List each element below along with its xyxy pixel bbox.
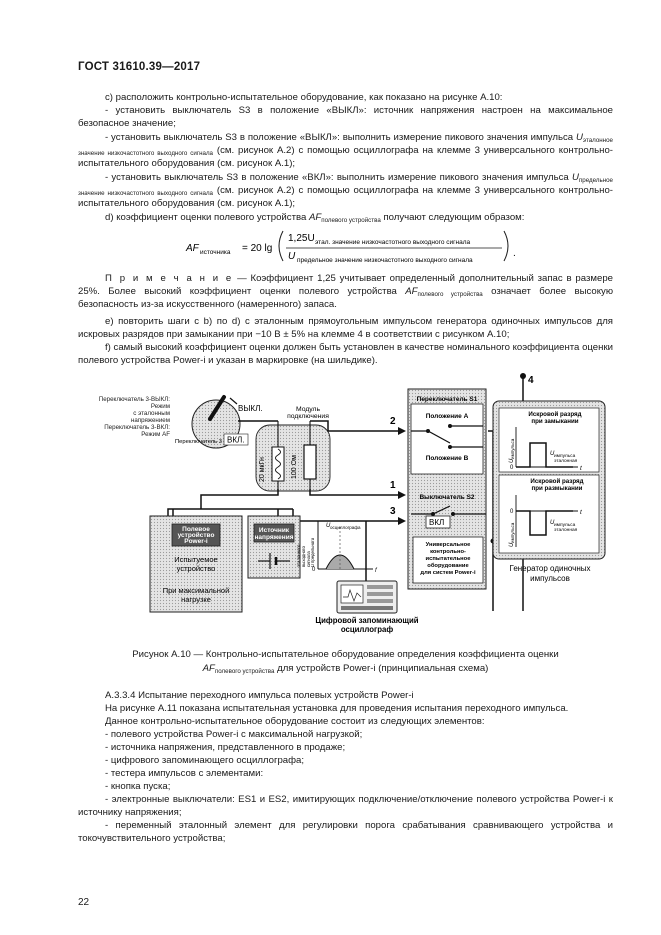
open-label-u: U <box>550 520 555 526</box>
arrow-terminal-1 <box>398 491 406 499</box>
switch3-note-line4: напряжением <box>130 417 170 424</box>
terminal-4: 4 <box>528 375 534 386</box>
note: П р и м е ч а н и е — Коэффициент 1,25 учитывает определенный дополнительный запас в размере 25%. Более высокий коэффициент оценки полевого устройства $AF_{полевого устройства}$ означает более высокую безопасность из-за искусственного (намеренного) запаса. <box>78 273 614 311</box>
voltage-source-line1: Источник <box>258 527 290 534</box>
field-device-line3: Power-i <box>184 538 208 545</box>
switch3-label: Переключатель 3 <box>175 439 223 445</box>
scope-pulse <box>326 555 354 569</box>
oscilloscope-base <box>341 606 393 610</box>
universal-line4: оборудование <box>427 563 469 569</box>
universal-line5: для систем Power-i <box>420 570 476 576</box>
universal-line1: Универсальное <box>425 542 471 548</box>
oscilloscope-buttons-row1 <box>367 585 393 589</box>
close-u: U <box>509 458 515 463</box>
terminal-1: 1 <box>390 480 396 491</box>
scope-zero: 0 <box>312 567 316 573</box>
open-label-sub1: импульса <box>554 523 576 528</box>
s1-b-contact <box>448 445 452 449</box>
wire-terminal-1 <box>310 489 398 495</box>
terminal-4-node <box>520 373 526 379</box>
spark-open-2: при размыкании <box>531 485 583 492</box>
paragraph-e: e) повторить шаги с b) по d) с эталонным прямоугольным импульсом генератора одиночных импульсов для искровых разрядов при замыкании при −10 В ± 5% на клемме 4 в соответствии с рисунком А.10; <box>78 316 613 341</box>
formula-tail: . <box>513 248 516 259</box>
dut-line2: устройство <box>176 564 216 573</box>
inductor <box>272 447 284 481</box>
s1-a-contact <box>448 424 452 428</box>
terminal-3: 3 <box>390 506 396 517</box>
inductor-label: 20 мкГн <box>259 457 266 482</box>
oscilloscope-icon <box>337 581 397 613</box>
paragraph-c3: - установить выключатель S3 в положение «ВКЛ»: выполнить измерение пикового значения импульса $U_{предельное значение низкочастотного выходного сигнала}$ (см. рисунок А.2) с помощью осциллографа на клемме 3 универсального контрольно-испытательного оборудования (см. рисунок А.1); <box>78 172 613 210</box>
oscilloscope-label-2: осциллограф <box>340 625 394 634</box>
scope-axis-l4: сигнала <box>306 551 311 567</box>
paragraph-c: c) расположить контрольно-испытательное оборудование, как показано на рисунке А.10: <box>105 92 503 103</box>
scope-t: f <box>375 568 377 574</box>
open-u: U <box>509 542 515 547</box>
switch-s2-label: Выключатель S2 <box>419 494 475 501</box>
paragraph-d: d) коэффициент оценки полевого устройства $AF_{полевого устройства}$ получают следующим образом: <box>105 212 525 224</box>
resistor-label: 100 Ом <box>291 455 298 479</box>
paragraph-f: f) самый высокий коэффициент оценки должен быть установлен в качестве номинального коэффициента оценки полевого устройства Power-i и указан в маркировке (на шильдике). <box>78 342 613 367</box>
list-item-5: - кнопка пуска; <box>105 781 171 792</box>
scope-peak-u: U <box>326 523 331 529</box>
position-a: Положение А <box>425 413 469 420</box>
wire-terminal-3 <box>288 516 398 521</box>
scope-axis-u: U <box>310 563 315 567</box>
switch3-note-line3: с эталонным <box>133 410 170 417</box>
close-zero: 0 <box>510 465 514 471</box>
oscilloscope-buttons-row3 <box>367 599 393 603</box>
switch3-off-tick <box>230 398 237 404</box>
spark-close-2: при замыкании <box>531 418 579 425</box>
figure-a10-schematic <box>78 371 613 639</box>
generator-label-1: Генератор одиночных <box>509 564 591 573</box>
switch3-note-line1: Переключатель 3-ВЫКЛ: <box>98 396 170 403</box>
arrow-terminal-2 <box>398 427 406 435</box>
wire-module-to-device <box>201 489 278 509</box>
scope-peak-sub: осциллографа <box>330 525 361 530</box>
module-label-1: Модуль <box>295 406 321 413</box>
formula-eq: = 20 lg <box>242 243 273 254</box>
open-u-sub: импульса <box>510 522 515 543</box>
page-number: 22 <box>78 897 90 908</box>
scope-axis-l3: выходного <box>301 546 306 567</box>
formula-lhs: AF <box>186 243 199 254</box>
switch3-note-line6: Режим AF <box>141 431 170 438</box>
wire-common <box>168 509 293 516</box>
formula-num-sub: этал. значение низкочастотного выходного сигнала <box>315 239 471 246</box>
list-item-6: - электронные выключатели: ES1 и ES2, имитирующих подключение/отключение полевого устройства Power-i к источнику напряжения; <box>78 794 613 819</box>
formula-paren-left <box>279 231 283 261</box>
list-item-4: - тестера импульсов с элементами: <box>105 768 264 779</box>
open-t: t <box>580 509 582 516</box>
max-load-line2: нагрузке <box>181 595 211 604</box>
list-item-2: - источника напряжения, представленного в продаже; <box>105 742 346 753</box>
switch3-on-label: ВКЛ. <box>227 435 245 445</box>
position-b: Положение В <box>425 455 469 462</box>
formula-lhs-sub: источника <box>200 249 231 256</box>
universal-line3: испытательное <box>425 556 471 562</box>
close-label-u: U <box>550 451 555 457</box>
switch3-note-line5: Переключатель 3-ВКЛ: <box>104 424 170 431</box>
oscilloscope-label-1: Цифровой запоминающий <box>315 616 419 625</box>
module-label-2: подключения <box>287 413 329 420</box>
terminal-2: 2 <box>390 416 396 427</box>
open-zero: 0 <box>510 509 514 515</box>
list-item-1: - полевого устройства Power-i с максимальной нагрузкой; <box>105 729 363 740</box>
s2-pivot <box>431 512 435 516</box>
formula-paren-right <box>504 231 508 261</box>
formula-den-u: U <box>288 251 296 262</box>
figure-caption-line1: Рисунок А.10 — Контрольно-испытательное оборудование определения коэффициента оценки <box>132 649 559 660</box>
scope-axis-l2: эталонного <box>296 544 301 567</box>
list-item-3: - цифрового запоминающего осциллографа; <box>105 755 305 766</box>
close-t: t <box>580 465 582 472</box>
spark-close-1: Искровой разряд <box>528 411 582 418</box>
paragraph-c2: - установить выключатель S3 в положение «ВЫКЛ»: выполнить измерение пикового значения импульса $U_{эталонное значение низкочастотного выходного сигнала}$ (см. рисунок А.2) с помощью осциллографа на клемме 3 универсального контрольно-испытательного оборудования (см. рисунок А.1); <box>78 132 613 170</box>
open-label-sub2: эталонная <box>554 528 578 533</box>
arrow-terminal-3 <box>398 517 406 525</box>
switch-s1-label: Переключатель S1 <box>416 396 478 403</box>
field-device-line2: устройство <box>177 532 215 539</box>
close-label-sub1: импульса <box>554 454 576 459</box>
paragraph-c1: - установить выключатель S3 в положение «ВЫКЛ»: источник напряжения настроен на максимальное безопасное значение; <box>78 105 613 130</box>
universal-line2: контрольно- <box>430 549 466 555</box>
close-label-sub2: эталонная <box>554 459 578 464</box>
close-u-sub: импульса <box>510 438 515 459</box>
formula-af <box>180 226 520 266</box>
section-heading: А.3.3.4 Испытание переходного импульса полевых устройств Power-i <box>105 690 414 701</box>
document-header: ГОСТ 31610.39—2017 <box>78 61 201 73</box>
resistor <box>304 445 316 479</box>
s2-on-label: ВКЛ <box>429 518 445 527</box>
figure-caption-line2: $AF_{полевого устройства}$ для устройств Power-i (принципиальная схема) <box>202 663 489 675</box>
spark-open-1: Искровой разряд <box>530 478 584 485</box>
s2-contact <box>451 512 455 516</box>
oscilloscope-buttons-row2 <box>367 592 393 596</box>
formula-num-k: 1,25U <box>288 233 315 244</box>
section-p1: На рисунке А.11 показана испытательная установка для проведения испытания переходного импульса. <box>105 703 569 714</box>
generator-label-2: импульсов <box>530 574 570 583</box>
field-device-line1: Полевое <box>182 526 210 533</box>
voltage-source-line2: напряжения <box>254 534 294 541</box>
scope-axis-l1: предельного <box>310 537 315 563</box>
list-item-7: - переменный эталонный элемент для регулировки порога срабатывания сравнивающего устройства и токочувствительного устройства; <box>78 820 613 845</box>
switch3-off-label: ВЫКЛ. <box>238 404 263 413</box>
switch3-note-line2: Режим <box>150 403 170 410</box>
oscilloscope-screen <box>341 585 363 603</box>
wire-generator <box>488 431 493 611</box>
dut-line1: Испытуемое <box>174 555 218 564</box>
formula-den-sub: предельное значение низкочастотного выходного сигнала <box>297 257 473 264</box>
section-p2: Данное контрольно-испытательное оборудование состоит из следующих элементов: <box>105 716 485 727</box>
max-load-line1: При максимальной <box>162 586 230 595</box>
s1-pivot <box>426 429 430 433</box>
